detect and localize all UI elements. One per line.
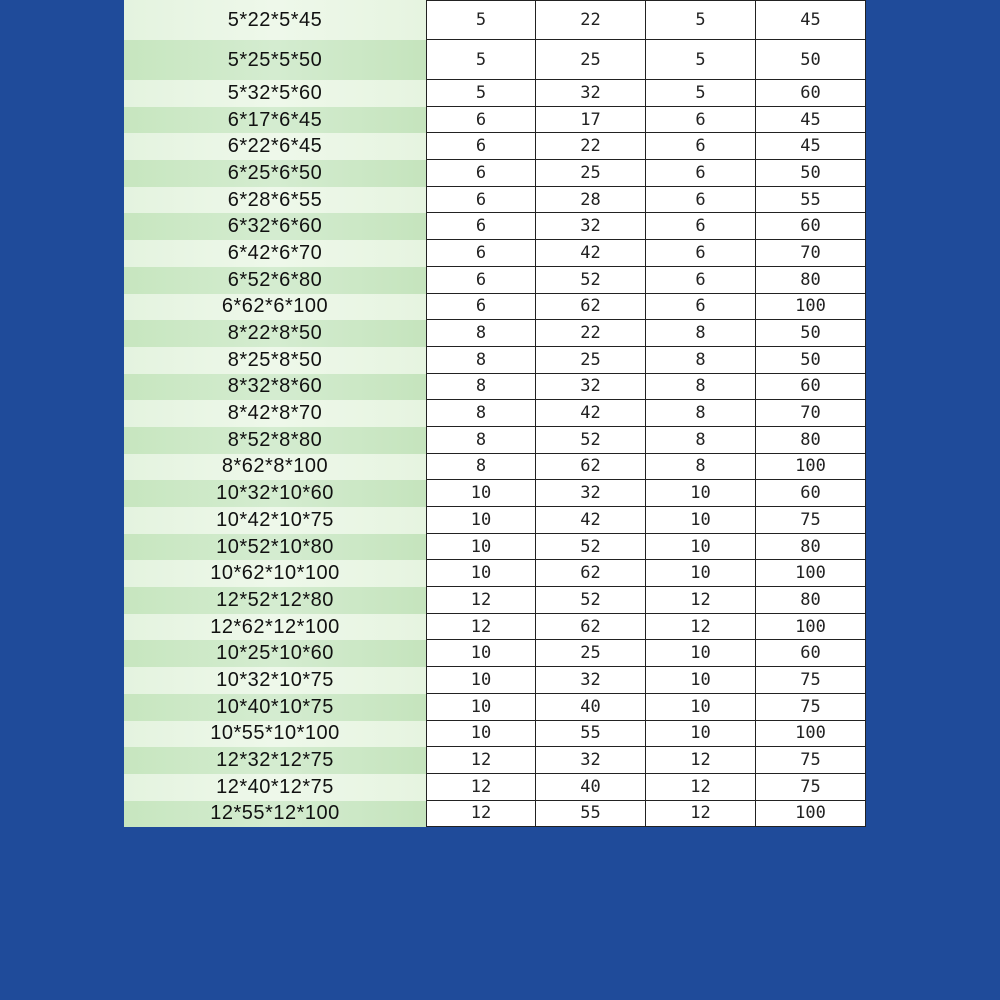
value-cell: 12 xyxy=(426,801,536,828)
table-row xyxy=(124,587,866,614)
value-cell: 22 xyxy=(536,0,646,40)
value-cell: 10 xyxy=(426,694,536,721)
model-cell: 8*52*8*80 xyxy=(124,427,426,454)
model-cell: 6*17*6*45 xyxy=(124,107,426,134)
value-cell: 32 xyxy=(536,480,646,507)
value-cell: 6 xyxy=(426,187,536,214)
value-cell: 10 xyxy=(426,640,536,667)
value-cell: 10 xyxy=(426,667,536,694)
value-cell: 55 xyxy=(536,721,646,748)
table-row xyxy=(124,667,866,694)
value-cell: 6 xyxy=(426,133,536,160)
value-cell: 6 xyxy=(426,294,536,321)
value-cell: 6 xyxy=(426,267,536,294)
value-cell: 5 xyxy=(426,0,536,40)
model-cell: 5*22*5*45 xyxy=(124,0,426,40)
value-cell: 32 xyxy=(536,747,646,774)
spec-table xyxy=(124,0,866,827)
value-cell: 10 xyxy=(426,721,536,748)
value-cell: 5 xyxy=(646,80,756,107)
value-cell: 10 xyxy=(646,640,756,667)
value-cell: 6 xyxy=(646,240,756,267)
table-row xyxy=(124,694,866,721)
value-cell: 70 xyxy=(756,240,866,267)
table-row xyxy=(124,400,866,427)
model-cell: 6*42*6*70 xyxy=(124,240,426,267)
value-cell: 12 xyxy=(646,774,756,801)
model-cell: 5*25*5*50 xyxy=(124,40,426,80)
value-cell: 12 xyxy=(646,614,756,641)
value-cell: 10 xyxy=(646,721,756,748)
model-cell: 10*32*10*75 xyxy=(124,667,426,694)
model-cell: 6*28*6*55 xyxy=(124,187,426,214)
value-cell: 8 xyxy=(646,374,756,401)
value-cell: 6 xyxy=(646,187,756,214)
model-cell: 6*25*6*50 xyxy=(124,160,426,187)
value-cell: 12 xyxy=(426,614,536,641)
value-cell: 32 xyxy=(536,213,646,240)
table-row xyxy=(124,320,866,347)
value-cell: 62 xyxy=(536,560,646,587)
value-cell: 12 xyxy=(646,587,756,614)
value-cell: 5 xyxy=(426,40,536,80)
table-row xyxy=(124,294,866,321)
model-cell: 6*32*6*60 xyxy=(124,213,426,240)
model-cell: 5*32*5*60 xyxy=(124,80,426,107)
value-cell: 6 xyxy=(646,267,756,294)
model-cell: 6*22*6*45 xyxy=(124,133,426,160)
value-cell: 100 xyxy=(756,614,866,641)
value-cell: 52 xyxy=(536,267,646,294)
table-row xyxy=(124,107,866,134)
value-cell: 32 xyxy=(536,80,646,107)
model-cell: 10*40*10*75 xyxy=(124,694,426,721)
table-row xyxy=(124,614,866,641)
value-cell: 75 xyxy=(756,667,866,694)
value-cell: 52 xyxy=(536,427,646,454)
value-cell: 8 xyxy=(426,400,536,427)
model-cell: 10*55*10*100 xyxy=(124,721,426,748)
value-cell: 12 xyxy=(426,774,536,801)
value-cell: 6 xyxy=(646,160,756,187)
model-cell: 8*25*8*50 xyxy=(124,347,426,374)
value-cell: 45 xyxy=(756,133,866,160)
value-cell: 75 xyxy=(756,507,866,534)
value-cell: 52 xyxy=(536,587,646,614)
value-cell: 6 xyxy=(646,133,756,160)
value-cell: 10 xyxy=(646,694,756,721)
value-cell: 8 xyxy=(646,427,756,454)
value-cell: 100 xyxy=(756,801,866,828)
value-cell: 10 xyxy=(426,534,536,561)
model-cell: 12*32*12*75 xyxy=(124,747,426,774)
model-cell: 8*42*8*70 xyxy=(124,400,426,427)
table-row xyxy=(124,187,866,214)
value-cell: 100 xyxy=(756,454,866,481)
value-cell: 5 xyxy=(646,40,756,80)
value-cell: 50 xyxy=(756,320,866,347)
table-row xyxy=(124,774,866,801)
value-cell: 80 xyxy=(756,267,866,294)
value-cell: 100 xyxy=(756,294,866,321)
value-cell: 25 xyxy=(536,347,646,374)
value-cell: 10 xyxy=(646,667,756,694)
value-cell: 75 xyxy=(756,694,866,721)
value-cell: 62 xyxy=(536,614,646,641)
table-row xyxy=(124,747,866,774)
table-row xyxy=(124,640,866,667)
value-cell: 8 xyxy=(426,374,536,401)
value-cell: 45 xyxy=(756,107,866,134)
value-cell: 70 xyxy=(756,400,866,427)
model-cell: 10*32*10*60 xyxy=(124,480,426,507)
table-row xyxy=(124,240,866,267)
value-cell: 60 xyxy=(756,213,866,240)
value-cell: 25 xyxy=(536,40,646,80)
value-cell: 10 xyxy=(646,480,756,507)
value-cell: 6 xyxy=(646,107,756,134)
value-cell: 50 xyxy=(756,347,866,374)
value-cell: 10 xyxy=(646,534,756,561)
value-cell: 32 xyxy=(536,667,646,694)
table-row xyxy=(124,133,866,160)
value-cell: 6 xyxy=(426,107,536,134)
value-cell: 50 xyxy=(756,160,866,187)
model-cell: 6*62*6*100 xyxy=(124,294,426,321)
table-row xyxy=(124,374,866,401)
value-cell: 75 xyxy=(756,774,866,801)
table-row xyxy=(124,454,866,481)
value-cell: 60 xyxy=(756,640,866,667)
value-cell: 12 xyxy=(646,801,756,828)
value-cell: 5 xyxy=(426,80,536,107)
value-cell: 8 xyxy=(646,347,756,374)
model-cell: 12*40*12*75 xyxy=(124,774,426,801)
value-cell: 100 xyxy=(756,560,866,587)
value-cell: 62 xyxy=(536,454,646,481)
value-cell: 80 xyxy=(756,587,866,614)
value-cell: 52 xyxy=(536,534,646,561)
value-cell: 10 xyxy=(646,560,756,587)
model-cell: 6*52*6*80 xyxy=(124,267,426,294)
value-cell: 40 xyxy=(536,694,646,721)
value-cell: 6 xyxy=(426,160,536,187)
value-cell: 6 xyxy=(646,213,756,240)
value-cell: 75 xyxy=(756,747,866,774)
value-cell: 62 xyxy=(536,294,646,321)
table-row xyxy=(124,0,866,40)
value-cell: 6 xyxy=(646,294,756,321)
value-cell: 80 xyxy=(756,534,866,561)
model-cell: 8*22*8*50 xyxy=(124,320,426,347)
table-row xyxy=(124,40,866,80)
value-cell: 10 xyxy=(426,507,536,534)
value-cell: 5 xyxy=(646,0,756,40)
value-cell: 60 xyxy=(756,480,866,507)
value-cell: 8 xyxy=(646,400,756,427)
value-cell: 25 xyxy=(536,160,646,187)
value-cell: 80 xyxy=(756,427,866,454)
value-cell: 22 xyxy=(536,133,646,160)
value-cell: 28 xyxy=(536,187,646,214)
table-row xyxy=(124,213,866,240)
value-cell: 6 xyxy=(426,240,536,267)
value-cell: 42 xyxy=(536,240,646,267)
table-row xyxy=(124,507,866,534)
value-cell: 100 xyxy=(756,721,866,748)
value-cell: 55 xyxy=(756,187,866,214)
model-cell: 10*25*10*60 xyxy=(124,640,426,667)
table-row xyxy=(124,801,866,828)
value-cell: 12 xyxy=(646,747,756,774)
value-cell: 42 xyxy=(536,400,646,427)
value-cell: 8 xyxy=(646,320,756,347)
value-cell: 12 xyxy=(426,747,536,774)
value-cell: 8 xyxy=(426,320,536,347)
table-row xyxy=(124,427,866,454)
value-cell: 8 xyxy=(426,427,536,454)
model-cell: 10*62*10*100 xyxy=(124,560,426,587)
table-row xyxy=(124,721,866,748)
value-cell: 8 xyxy=(646,454,756,481)
value-cell: 8 xyxy=(426,347,536,374)
value-cell: 40 xyxy=(536,774,646,801)
model-cell: 12*52*12*80 xyxy=(124,587,426,614)
model-cell: 8*32*8*60 xyxy=(124,374,426,401)
value-cell: 25 xyxy=(536,640,646,667)
value-cell: 12 xyxy=(426,587,536,614)
table-row xyxy=(124,560,866,587)
value-cell: 60 xyxy=(756,374,866,401)
value-cell: 10 xyxy=(426,560,536,587)
value-cell: 60 xyxy=(756,80,866,107)
value-cell: 10 xyxy=(426,480,536,507)
value-cell: 17 xyxy=(536,107,646,134)
model-cell: 12*62*12*100 xyxy=(124,614,426,641)
value-cell: 8 xyxy=(426,454,536,481)
value-cell: 10 xyxy=(646,507,756,534)
table-row xyxy=(124,534,866,561)
value-cell: 45 xyxy=(756,0,866,40)
value-cell: 55 xyxy=(536,801,646,828)
value-cell: 32 xyxy=(536,374,646,401)
model-cell: 8*62*8*100 xyxy=(124,454,426,481)
value-cell: 42 xyxy=(536,507,646,534)
model-cell: 10*52*10*80 xyxy=(124,534,426,561)
model-cell: 10*42*10*75 xyxy=(124,507,426,534)
model-cell: 12*55*12*100 xyxy=(124,801,426,828)
table-row xyxy=(124,80,866,107)
table-row xyxy=(124,160,866,187)
table-row xyxy=(124,480,866,507)
value-cell: 6 xyxy=(426,213,536,240)
table-row xyxy=(124,347,866,374)
value-cell: 22 xyxy=(536,320,646,347)
table-row xyxy=(124,267,866,294)
value-cell: 50 xyxy=(756,40,866,80)
